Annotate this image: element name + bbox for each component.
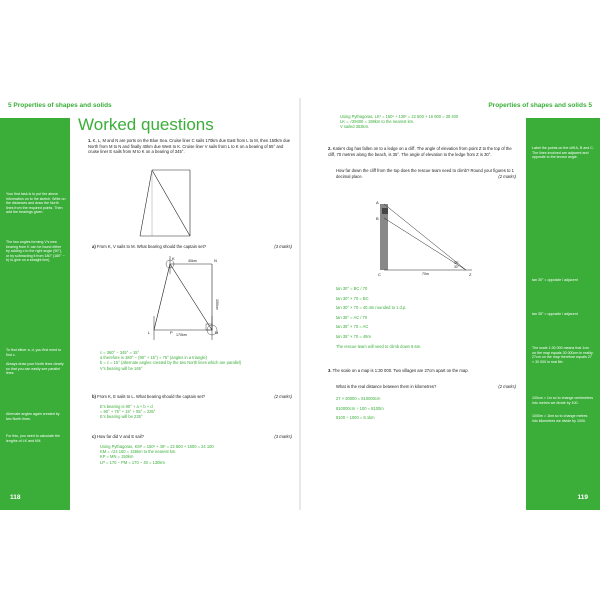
q1c-answer-line: LP = 170 − PM = 170 − 40 = 130km [100, 459, 165, 465]
right-note-5: 100cm = 1m so to change centimetres into metres we divide by 100. [532, 396, 594, 405]
label-P: P [170, 330, 173, 335]
label-170km: 170km [176, 333, 187, 337]
right-page-number: 119 [577, 494, 588, 501]
q2-answer-line: tan 35° × 70 = AC [336, 324, 369, 330]
label-M: M [215, 330, 219, 335]
label-Z: Z [469, 272, 472, 277]
label-C: C [378, 272, 381, 277]
label-K: K [172, 256, 175, 261]
label-40km: 40km [188, 259, 197, 263]
q1c-answer-line: Using Pythagoras, LK² = 150² + 130² = 22 500 + 16 900 = 39 400 [340, 114, 459, 119]
label-35deg: 35° [454, 261, 459, 265]
q1b-answer-line: E’s bearing will be 235° [100, 414, 143, 420]
left-page-number: 118 [10, 494, 21, 501]
q1a-answer-line: b = c = 15° (alternate angles created by the two North lines which are parallel) [100, 360, 242, 366]
q2-question: How far down the cliff from the top does the rescue team need to climb? Round your figures to 1 decimal place. [336, 168, 514, 179]
q1c-text: How far did V and E sail? [96, 434, 144, 439]
q2-answer-line: tan 30° = BC / 70 [336, 286, 368, 291]
left-note-5: Alternate angles again created by two North lines. [6, 412, 60, 421]
q1b-label: b) [92, 394, 96, 399]
question-3-text: The scale on a map is 1:30 000. Two villages are 27cm apart on the map. [332, 368, 469, 373]
q1c-marks: (3 marks) [274, 434, 292, 439]
q1c-answer-line: V sailed 353km. [340, 124, 370, 130]
page-gutter [299, 98, 301, 510]
label-L: L [148, 330, 151, 335]
label-B: B [376, 216, 379, 221]
question-1c [92, 434, 292, 440]
q1b-answer-line: E’s bearing is 90° + a + b + d [100, 404, 153, 409]
q1c-answer-line: LK = √39400 = 198km to the nearest km. [340, 119, 415, 125]
left-note-4: Always draw your North lines clearly so that you can easily see parallel lines. [6, 362, 64, 376]
q1c-label: c) [92, 434, 96, 439]
right-note-6: 1000m = 1km so to change metres into kilometres we divide by 1000. [532, 414, 588, 423]
q1-sketch-diagram [130, 164, 230, 242]
left-note-3: To find either a, d, you first need to find c. [6, 348, 62, 357]
q3-answers [336, 394, 516, 423]
question-2-text: Katie’s dog has fallen on to a ledge on a cliff. The angle of elevation from point Z to the top of the cliff, 70 metres along the beach, is 35°. The angle of elevation to the ledge from Z is 30°. [328, 146, 512, 157]
q2-answer-line: tan 30° × 70 = BC [336, 295, 369, 301]
question-3-number: 3. [328, 368, 332, 373]
q1c-answer-line: Using Pythagoras, KM² = 150² + 40² = 22 500 + 1600 = 24 100 [100, 444, 214, 449]
label-70m: 70m [422, 272, 429, 276]
q1c-answers [100, 444, 290, 465]
question-1-text: K, L, M and N are ports on the Blue Sea. Cruise liner C sails 170km due East from L to M, then 150km due North from M to N and finally 40km due West to K. Cruise liner V sails from L to K on a bearing of 55° and cruise liner E sails from M to K on a bearing of 345°. [88, 138, 291, 155]
q1b-text: From K, E sails to L. What bearing should the captain set? [97, 394, 206, 399]
q1a-text: From K, V sails to M. What bearing should the captain set? [96, 244, 207, 249]
q2-answer-line: tan 35° × 70 = 49m [336, 333, 371, 339]
q1b-answers [100, 404, 290, 420]
left-margin-bar [0, 118, 70, 510]
question-2-prompt [336, 168, 516, 179]
q1c-continued-answers [340, 114, 520, 130]
q1b-answer-line: = 90° + 75° + 15° + 55° = 235° [100, 409, 156, 415]
label-N: N [214, 258, 217, 263]
right-note-1: Label the points on the cliff A, B and C. The lines involved are adjacent and opposite to the known angle. [532, 146, 594, 160]
question-3-prompt [336, 384, 516, 390]
q3-answer-line: 810000cm ÷ 100 = 8100m [336, 405, 384, 411]
q1a-label: a) [92, 244, 96, 249]
right-note-3: tan 35° = opposite / adjacent [532, 312, 578, 316]
question-3 [328, 368, 516, 374]
q2-marks: (2 marks) [498, 173, 516, 179]
q1c-answer-line: KP = MN = 150km [100, 454, 134, 460]
left-running-header: 5 Properties of shapes and solids [8, 102, 112, 109]
q1-bearing-diagram [140, 254, 280, 346]
question-1b [92, 394, 292, 400]
q2-answer-line: The rescue team will need to climb down 8.6m. [336, 343, 422, 349]
question-2 [328, 146, 516, 157]
q2-answers [336, 284, 516, 351]
right-note-4: The scale 1:30 000 means that 1cm on the map equals 30 000cm in reality. 27cm on the map therefore equals 27 × 30 000 in real life. [532, 346, 594, 364]
left-note-2: The two angles forming V’s new bearing from K can be found either by adding c to the right angle (90°), or by subtracting it from 180° (180° − b) to give on a straight line). [6, 240, 65, 263]
q1a-answer-line: V’s bearing will be 165° [100, 365, 143, 371]
q3-marks: (2 marks) [498, 384, 516, 389]
label-150km: 150km [215, 299, 219, 310]
right-note-2: tan 30° = opposite / adjacent [532, 278, 578, 282]
q1a-answers [100, 350, 290, 371]
left-note-1: Your first task is to put the above information on to the sketch. Write on the distances and draw the North lines from the required points. Then add the bearings given. [6, 192, 66, 215]
question-1a [92, 244, 292, 250]
q2-answer-line: tan 30° × 70 = 40.4m rounded to 1 d.p. [336, 305, 407, 311]
label-30deg: 30° [454, 265, 459, 269]
question-1 [88, 138, 292, 155]
right-running-header: Properties of shapes and solids 5 [488, 102, 592, 109]
label-A: A [376, 200, 379, 205]
q1a-answer-line: a therefore is 180° − (90° + 15°) = 75° (angles in a triangle) [100, 355, 208, 361]
q3-answer-line: 8100 ÷ 1000 = 8.1km [336, 415, 375, 421]
question-2-number: 2. [328, 146, 332, 151]
q1a-marks: (3 marks) [274, 244, 292, 249]
q3-answer-line: 27 × 30000 = 810000cm [336, 396, 381, 401]
page-title: Worked questions [78, 115, 214, 134]
q1c-answer-line: KM = √24 100 = 155km to the nearest km. [100, 449, 177, 455]
q2-answer-line: tan 35° = AC / 70 [336, 314, 368, 320]
question-1-number: 1. [88, 138, 92, 143]
q3-question: What is the real distance between them in kilometres? [336, 384, 437, 389]
q1a-answer-line: c = 360° − 345° = 15° [100, 350, 140, 355]
left-note-6: For this, you need to calculate the lengths of LK and KM. [6, 434, 60, 443]
q1b-marks: (2 marks) [274, 394, 292, 399]
q2-cliff-diagram [372, 196, 482, 280]
